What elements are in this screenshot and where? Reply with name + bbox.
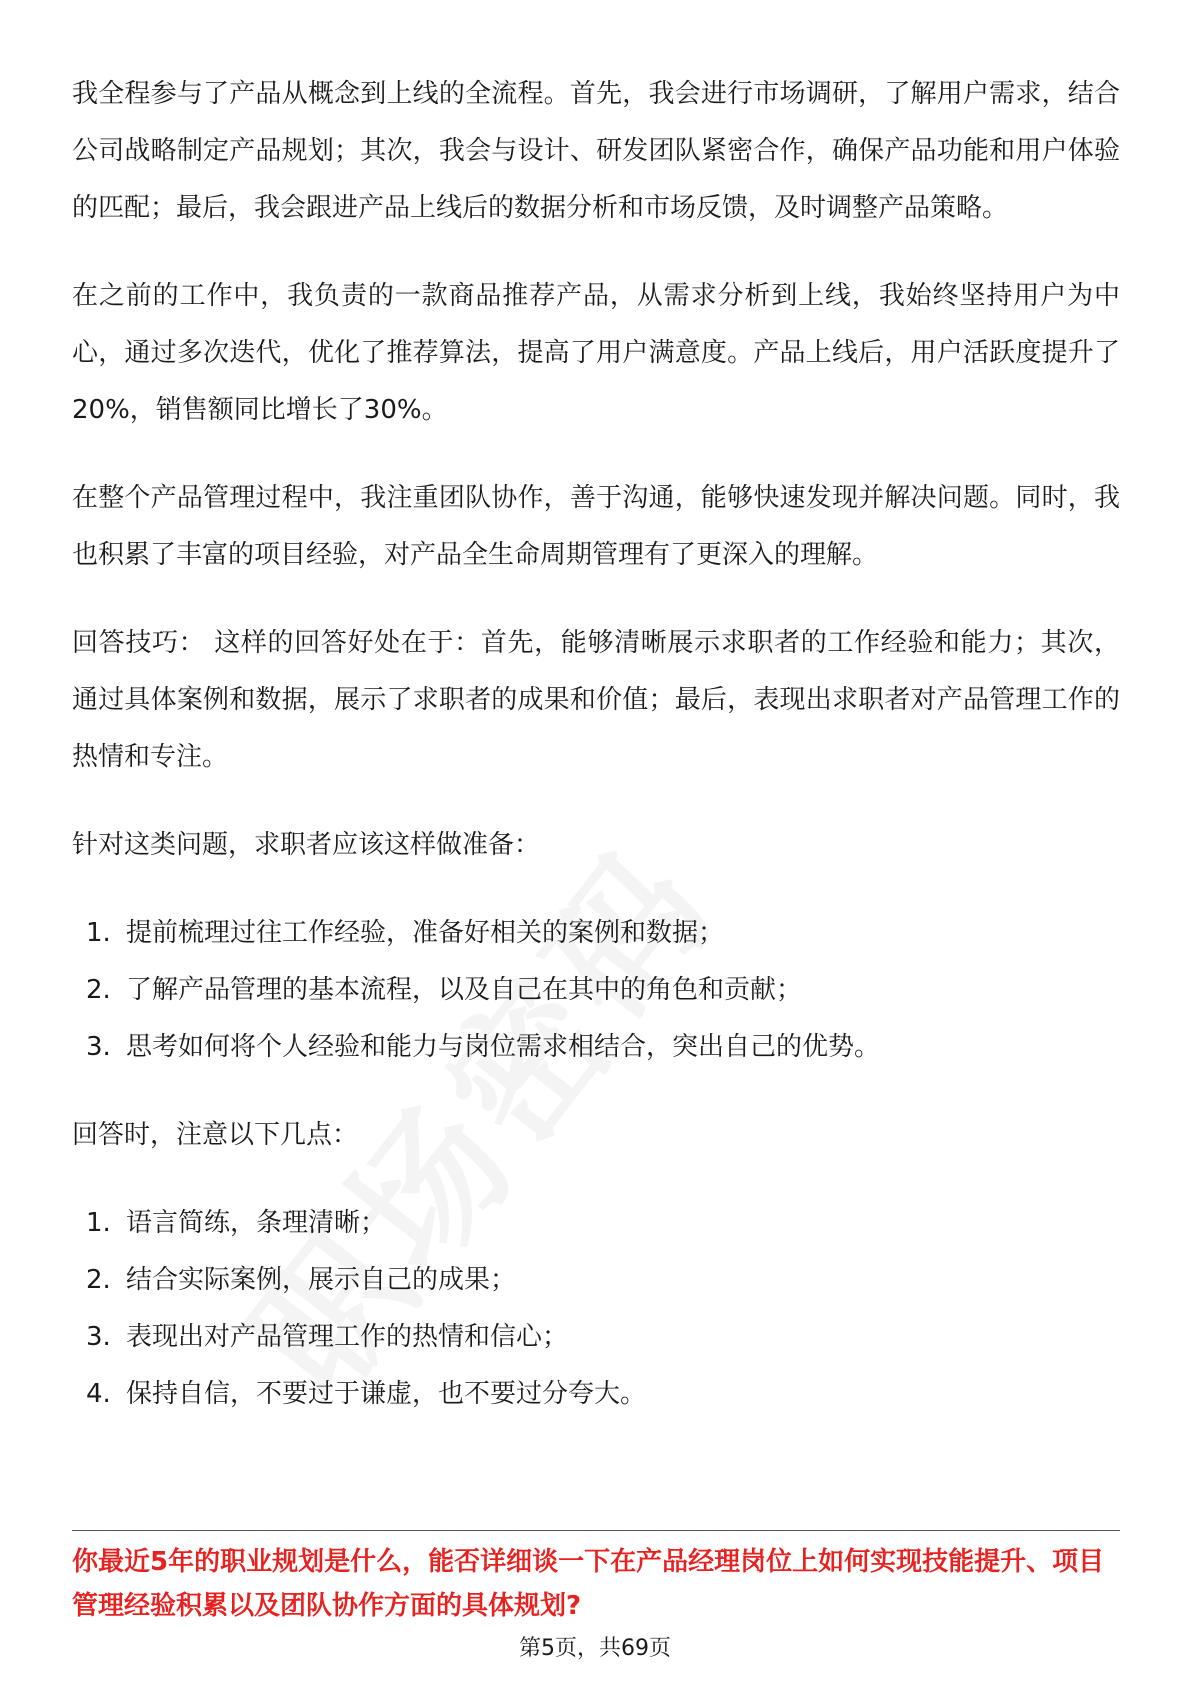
list-number: 4. [86,1379,111,1409]
next-question-heading: 你最近5年的职业规划是什么，能否详细谈一下在产品经理岗位上如何实现技能提升、项目管理经验积累以及团队协作方面的具体规划? [72,1547,1105,1621]
list-item [72,1366,1120,1423]
list-item [72,1195,1120,1252]
list-number: 2. [86,975,111,1005]
prep-intro: 针对这类问题，求职者应该这样做准备： [72,830,541,860]
prep-list [72,905,1120,1076]
list-number: 2. [86,1265,111,1295]
list-item [72,1309,1120,1366]
notes-list [72,1195,1120,1423]
list-number: 1. [86,918,111,948]
list-item-text: 结合实际案例，展示自己的成果； [126,1265,517,1295]
list-item-text: 提前梳理过往工作经验，准备好相关的案例和数据； [126,918,725,948]
answer-paragraph-3: 在整个产品管理过程中，我注重团队协作，善于沟通，能够快速发现并解决问题。同时，我也积累了丰富的项目经验，对产品全生命周期管理有了更深入的理解。 [72,483,1120,570]
list-number: 1. [86,1208,111,1238]
answer-paragraph-1: 我全程参与了产品从概念到上线的全流程。首先，我会进行市场调研，了解用户需求，结合公司战略制定产品规划；其次，我会与设计、研发团队紧密合作，确保产品功能和用户体验的匹配；最后，我会跟进产品上线后的数据分析和市场反馈，及时调整产品策略。 [72,79,1120,223]
list-item [72,1252,1120,1309]
list-number: 3. [86,1032,111,1062]
notes-intro: 回答时，注意以下几点： [72,1120,359,1150]
list-item-text: 保持自信，不要过于谦虚，也不要过分夸大。 [126,1379,647,1409]
page-number: 第5页，共69页 [519,1636,671,1661]
list-item [72,905,1120,962]
answer-tips-paragraph: 回答技巧： 这样的回答好处在于：首先，能够清晰展示求职者的工作经验和能力；其次，通过具体案例和数据，展示了求职者的成果和价值；最后，表现出求职者对产品管理工作的热情和专注。 [72,628,1120,772]
section-divider [72,1530,1120,1531]
list-number: 3. [86,1322,111,1352]
list-item [72,1019,1120,1076]
list-item [72,962,1120,1019]
document-body [72,66,1120,1454]
list-item-text: 表现出对产品管理工作的热情和信心； [126,1322,569,1352]
list-item-text: 语言简练，条理清晰； [126,1208,387,1238]
answer-paragraph-2: 在之前的工作中，我负责的一款商品推荐产品，从需求分析到上线，我始终坚持用户为中心，通过多次迭代，优化了推荐算法，提高了用户满意度。产品上线后，用户活跃度提升了20%，销售额同比增长了30%。 [72,281,1120,425]
list-item-text: 了解产品管理的基本流程，以及自己在其中的角色和贡献； [126,975,803,1005]
list-item-text: 思考如何将个人经验和能力与岗位需求相结合，突出自己的优势。 [126,1032,881,1062]
